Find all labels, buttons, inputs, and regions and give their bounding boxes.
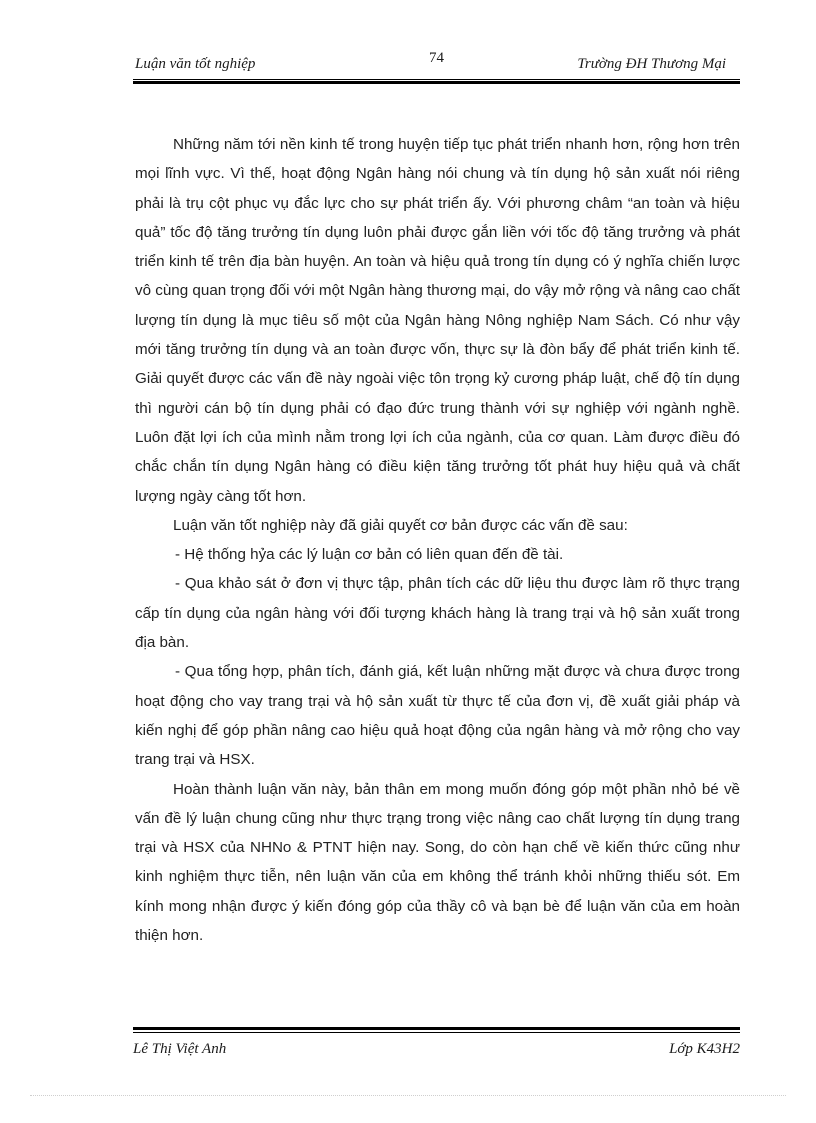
- page-number: 74: [429, 50, 444, 66]
- paragraph-conclusion: Hoàn thành luận văn này, bản thân em mong muốn đóng góp một phần nhỏ bé về vấn đề lý luận chung cũng như thực trạng trong việc nâng cao chất lượng tín dụng trang trại và HSX của NHNo & PTNT hiện nay. Song, do còn hạn chế về kiến thức cũng như kinh nghiệm thực tiễn, nên luận văn của em không thể tránh khỏi những thiếu sót. Em kính mong nhận được ý kiến đóng góp của thầy cô và bạn bè để luận văn của em hoàn thiện hơn.: [135, 780, 740, 945]
- document-body: [135, 130, 740, 950]
- paragraph-bullet-synthesis: - Qua tổng hợp, phân tích, đánh giá, kết luận những mặt được và chưa được trong hoạt động cho vay trang trại và hộ sản xuất từ thực tế của đơn vị, đề xuất giải pháp và kiến nghị để góp phần nâng cao hiệu quả hoạt động của ngân hàng và mở rộng cho vay trang trại và HSX.: [135, 663, 740, 769]
- paragraph-bullet-theory: - Hệ thống hỷa các lý luận cơ bản có liên quan đến đề tài.: [175, 546, 564, 564]
- footer-rule-thin: [133, 1032, 740, 1033]
- page-bottom-dotted-line: [30, 1095, 786, 1096]
- footer-class: Lớp K43H2: [669, 1041, 740, 1057]
- header-university-label: Trường ĐH Thương Mại: [577, 56, 726, 72]
- footer-rule-thick: [133, 1027, 740, 1030]
- header-thesis-label: Luận văn tốt nghiệp: [135, 56, 256, 72]
- page-footer: [133, 1041, 740, 1065]
- paragraph-bullet-survey: - Qua khảo sát ở đơn vị thực tập, phân tích các dữ liệu thu được làm rõ thực trạng cấp tín dụng của ngân hàng với đối tượng khách hàng là trang trại và hộ sản xuất trong địa bàn.: [135, 575, 740, 652]
- paragraph-summary-intro: Luận văn tốt nghiệp này đã giải quyết cơ bản được các vấn đề sau:: [173, 516, 628, 534]
- header-rule-thick: [133, 81, 740, 84]
- footer-author: Lê Thị Việt Anh: [133, 1041, 227, 1057]
- header-rule-thin: [133, 79, 740, 80]
- paragraph-economy: Những năm tới nền kinh tế trong huyện tiếp tục phát triển nhanh hơn, rộng hơn trên mọi lĩnh vực. Vì thế, hoạt động Ngân hàng nói chung và tín dụng hộ sản xuất nói riêng phải là trụ cột phục vụ đắc lực cho sự phát triển ấy. Với phương châm “an toàn và hiệu quả” tốc độ tăng trưởng tín dụng luôn phải được gắn liền với tốc độ tăng trưởng và phát triển kinh tế trên địa bàn huyện. An toàn và hiệu quả trong tín dụng có ý nghĩa chiến lược vô cùng quan trọng đối với một Ngân hàng thương mại, do vậy mở rộng và nâng cao chất lượng tín dụng là mục tiêu số một của Ngân hàng Nông nghiệp Nam Sách. Có như vậy mới tăng trưởng tín dụng và an toàn được vốn, thực sự là đòn bẩy để phát triển kinh tế. Giải quyết được các vấn đề này ngoài việc tôn trọng kỷ cương pháp luật, chế độ tín dụng thì người cán bộ tín dụng phải có đạo đức trung thành với sự nghiệp với ngành nghề. Luôn đặt lợi ích của mình nằm trong lợi ích của ngành, của cơ quan. Làm được điều đó chắc chắn tín dụng Ngân hàng có điều kiện tăng trưởng tốt phát huy hiệu quả và chất lượng ngày càng tốt hơn.: [135, 136, 740, 505]
